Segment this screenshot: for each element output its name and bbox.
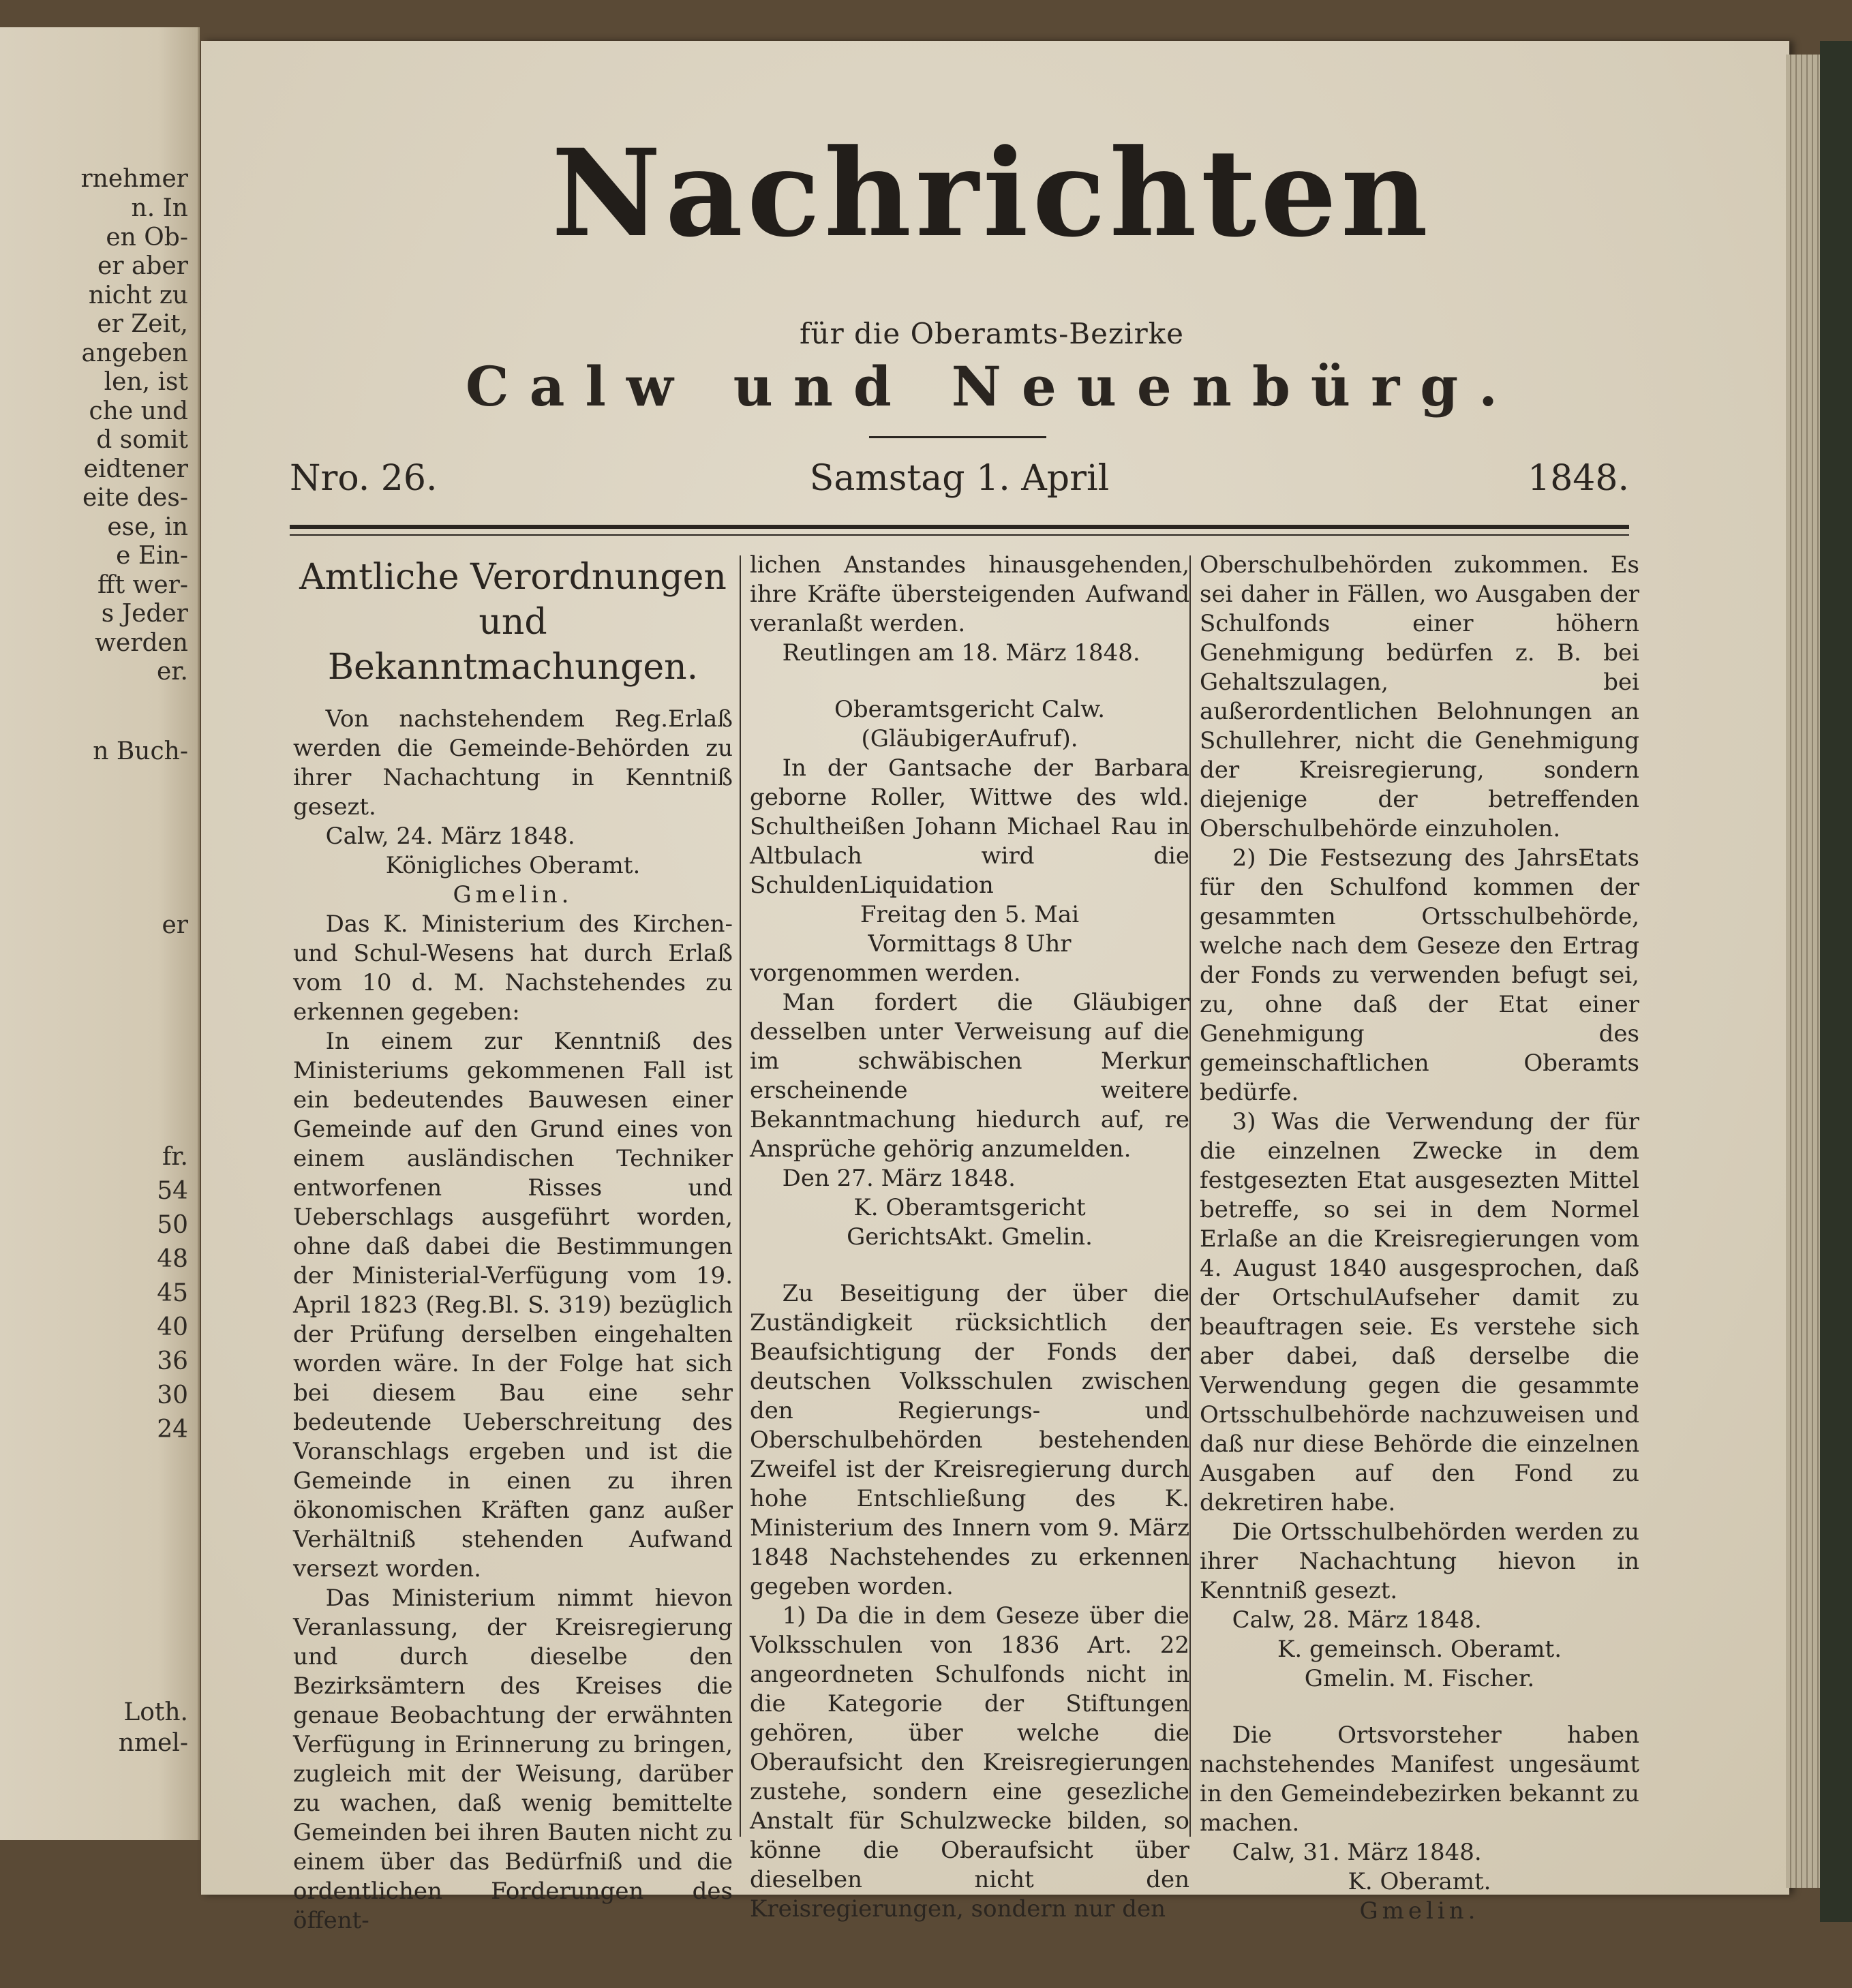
notice-signature: Gmelin. [453,881,573,908]
left-page-text: er Zeit, [97,310,188,338]
book-spine [1820,41,1852,1922]
left-page-text: 36 [157,1347,188,1375]
left-page-text: e Ein- [116,542,188,570]
notice-paragraph: 3) Was die Verwendung der für die einzelnen Zwecke in dem festgesezten Etat ausgesezten Mittel betreffe, so sei in dem Normel Erlaße an die Kreisregierungen vom 4. August 1840 ausgesprochen, daß der OrtschulAufseher damit zu beauftragen seie. Es verstehe sich aber dabei, daß derselbe die Verwendung gegen die gesammte Ortsschulbehörde nachzuweisen und daß nur diese Behörde die einzelnen Ausgaben auf den Fond zu dekretiren habe. [1200,1108,1639,1516]
header-rule-thin [290,534,1629,536]
left-page-text: en Ob- [106,224,188,251]
left-page-text: nmel- [118,1729,188,1757]
newspaper-title: Nachrichten [551,123,1432,264]
notice-place-date: Calw, 31. März 1848. [1232,1839,1482,1866]
notice-paragraph: Das K. Ministerium des Kirchen- und Schul-Wesens hat durch Erlaß vom 10 d. M. Nachstehendes zu erkennen gegeben: [293,911,733,1026]
notice-signature: GerichtsAkt. Gmelin. [847,1223,1093,1251]
left-page-text: n Buch- [93,737,188,765]
notice-paragraph: Die Ortsschulbehörden werden zu ihrer Nachachtung hievon in Kenntniß gesezt. [1200,1518,1639,1604]
notice-paragraph: Die Ortsvorsteher haben nachstehendes Manifest ungesäumt in den Gemeindebezirken bekannt zu machen. [1200,1722,1639,1837]
left-page-text: 48 [157,1245,188,1273]
notice-place-date: Reutlingen am 18. März 1848. [782,639,1140,667]
left-page-text: nicht zu [88,281,188,309]
left-page-text: che und [89,397,188,425]
left-page-text: s Jeder [101,600,188,628]
notice-paragraph: 1) Da die in dem Geseze über die Volksschulen von 1836 Art. 22 angeordneten Schulfonds nicht in die Kategorie der Stiftungen gehören, über welche die Oberaufsicht den Kreisregierungen zustehe, sondern eine gesezliche Anstalt für Schulzwecke bilden, so könne die Oberaufsicht über dieselben nicht den Kreisregierungen, sondern nur den [750,1602,1189,1923]
left-page-text: eite des- [82,484,188,512]
left-page-text: 54 [157,1177,188,1205]
notice-office: K. gemeinsch. Oberamt. [1277,1636,1562,1663]
left-page-text: 50 [157,1211,188,1239]
header-rule [290,525,1629,529]
left-page-text: 30 [157,1381,188,1409]
notice-office: K. Oberamtsgericht [853,1194,1086,1221]
notice-office: Königliches Oberamt. [385,852,641,879]
column-divider [1189,555,1191,1837]
column-3 [1200,551,1639,1926]
left-page-text: len, ist [104,368,188,396]
column-2 [750,551,1189,1924]
notice-place-date: Calw, 24. März 1848. [325,823,575,850]
issue-line [290,458,1629,506]
notice-continuation: Oberschulbehörden zukommen. Es sei daher in Fällen, wo Ausgaben der Schulfonds einer höhern Genehmigung bedürfen z. B. bei Gehaltszulagen, bei außerordentlichen Belohnungen an Schullehrer, nicht die Genehmigung der Kreisregierung, sondern diejenige der betreffenden Oberschulbehörde einzuholen. [1200,551,1639,842]
left-page-text: eidtener [83,455,188,483]
left-page-text: 40 [157,1313,188,1341]
issue-number: Nro. 26. [290,458,438,499]
liquidation-date: Freitag den 5. Mai [860,901,1080,928]
issue-year: 1848. [1528,458,1629,499]
left-page-text: er. [156,658,188,686]
notice-place-date: Calw, 28. März 1848. [1232,1606,1482,1634]
notice-place-date: Den 27. März 1848. [782,1165,1016,1192]
left-page-text: Loth. [123,1698,188,1726]
left-page-text: er aber [97,252,188,280]
notice-continuation: lichen Anstandes hinausgehenden, ihre Kräfte übersteigenden Aufwand veranlaßt werden. [750,551,1189,637]
left-page-text: 45 [157,1279,188,1307]
left-page-text: er [162,911,188,939]
left-page-text: fr. [162,1143,188,1171]
notice-signature: Gmelin. M. Fischer. [1304,1665,1535,1692]
notice-office: K. Oberamt. [1348,1868,1491,1895]
left-page-fragment [0,27,200,1840]
notice-paragraph: In einem zur Kenntniß des Ministeriums gekommenen Fall ist ein bedeutendes Bauwesen einer Gemeinde auf den Grund eines von einem ausländischen Techniker entworfenen Risses und Ueberschlags ausgeführt worden, ohne daß dabei die Bestimmungen der Ministerial-Verfügung vom 19. April 1823 (Reg.Bl. S. 319) bezüglich der Prüfung derselben eingehalten worden wäre. In der Folge hat sich bei diesem Bau eine sehr bedeutende Ueberschreitung des Voranschlags ergeben und ist die Gemeinde in einen zu ihren ökonomischen Kräften ganz außer Verhältniß stehenden Aufwand versezt worden. [293,1028,733,1582]
left-page-text: d somit [96,426,188,454]
left-page-text: angeben [81,339,188,367]
notice-intro: Von nachstehendem Reg.Erlaß werden die Gemeinde-Behörden zu ihrer Nachachtung in Kenntniß gesezt. [293,705,733,821]
left-page-text: 24 [157,1416,188,1443]
left-page-text: fft wer- [97,571,188,599]
notice-paragraph: Das Ministerium nimmt hievon Veranlassung, der Kreisregierung und durch dieselbe den Bezirksämtern des Kreises die genaue Beobachtung der erwähnten Verfügung in Erinnerung zu bringen, zugleich mit der Weisung, darüber zu wachen, daß wenig bemittelte Gemeinden bei ihren Bauten nicht zu einem über das Bedürfniß und die ordentlichen Forderungen des öffent- [293,1585,733,1934]
notice-paragraph: Zu Beseitigung der über die Zuständigkeit rücksichtlich der Beaufsichtigung der Fonds der deutschen Volksschulen zwischen den Regierungs- und Oberschulbehörden bestehenden Zweifel ist der Kreisregierung durch hohe Entschließung des K. Ministerium des Innern vom 9. März 1848 Nachstehendes zu erkennen gegeben worden. [750,1280,1189,1600]
court-subheading: (GläubigerAufruf). [861,725,1078,752]
left-page-text: rnehmer [80,165,188,193]
newspaper-subtitle: für die Oberamts-Bezirke [800,317,1184,350]
left-page-text: n. In [131,194,188,222]
issue-date: Samstag 1. April [809,458,1110,499]
masthead-divider [869,436,1046,438]
notice-paragraph: In der Gantsache der Barbara geborne Roller, Wittwe des wld. Schultheißen Johann Michael Rau in Altbulach wird die SchuldenLiquidation [750,754,1189,899]
notice-paragraph: vorgenommen werden. [750,960,1021,987]
court-heading: Oberamtsgericht Calw. [834,696,1106,723]
column-divider [740,555,741,1837]
section-heading: Amtliche Verordnungen und Bekanntmachungen. [299,557,727,688]
notice-paragraph: 2) Die Festsezung des JahrsEtats für den Schulfond kommen der gesammten Ortsschulbehörde, welche nach dem Geseze den Ertrag der Fonds zu verwenden befugt sei, zu, ohne daß der Etat einer Genehmigung des gemeinschaftlichen Oberamts bedürfe. [1200,844,1639,1106]
left-page-text: werden [95,629,188,657]
notice-signature: Gmelin. [1359,1897,1480,1925]
notice-paragraph: Man fordert die Gläubiger desselben unter Verweisung auf die im schwäbischen Merkur erscheinende weitere Bekanntmachung hiedurch auf, re Ansprüche gehörig anzumelden. [750,989,1189,1163]
liquidation-time: Vormittags 8 Uhr [868,930,1072,958]
column-1 [293,551,733,1936]
left-page-text: ese, in [107,513,188,541]
newspaper-districts: Calw und Neuenbürg. [465,354,1519,418]
